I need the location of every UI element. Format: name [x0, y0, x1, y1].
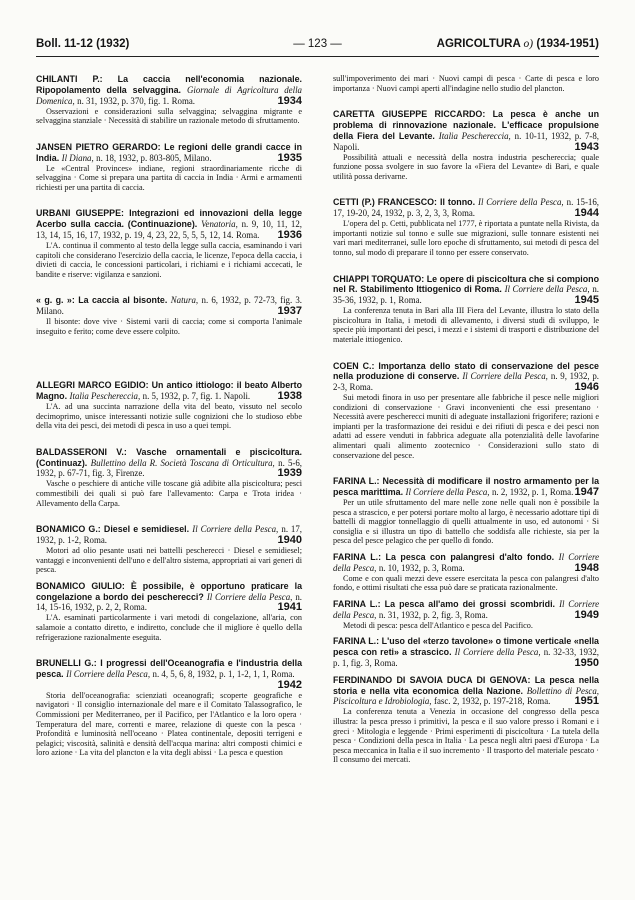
entry-title: La caccia al bisonte. — [78, 295, 168, 306]
bulletin-reference: Boll. 11-12 (1932) — [36, 38, 130, 50]
entry-1941 — [36, 581, 302, 642]
entry-number: 1948 — [574, 561, 599, 574]
entry-abstract: L'opera del p. Cetti, pubblicata nel 1777, è riportata a puntate nella Rivista, da importanti notizie sul tonno e sulle sue migrazioni, sulle tonnare esistenti nei vari mari mediterranei, sulle loro epoche di sfruttamento, sui metodi di pesca del tonno, sul modo di preparare il tonno per essere conservato. — [333, 219, 599, 257]
entry-place: Roma. — [123, 602, 147, 613]
entry-number: 1947 — [574, 486, 599, 499]
entry-number: 1946 — [574, 381, 599, 394]
entry-number: 1944 — [574, 207, 599, 220]
entry-author: CHILANTI P.: — [36, 74, 103, 84]
entry-citation — [333, 599, 599, 621]
entry-citation — [36, 658, 303, 691]
entry-abstract: Come e con quali mezzi deve essere esercitata la pesca con palangresi d'alto fondo, e ottimi risultati che essa può dare se praticata razionalmente. — [333, 573, 599, 593]
entry-abstract: Sui metodi finora in uso per presentare alle fabbriche il pesce nelle migliori condizioni di conservazione · Gravi inconvenienti che essi presentano · Necessità avere pescherecci muniti di adeguate installazioni frigorifere; razioni e impianti per la trasformazione dei residui e dei rifiuti di pesca e dei pesci non adatti ad essere venduti in fabbrica adeguate alla potenzialità delle lavofarine alimentari quali alimento zootecnico · Considerazioni sullo stato di conservazione del pesce. — [333, 393, 599, 460]
entry-details: n. 17, 1932, p. 1-2, — [36, 524, 303, 546]
entry-source: Il Corriere della Pesca, — [504, 284, 590, 295]
entry-abstract: Metodi di pesca: pesca dell'Atlantico e pesca del Pacifico. — [343, 620, 533, 630]
entry-details: fasc. 2, 1932, p. 197-218, — [434, 696, 525, 707]
entry-place: Roma. — [451, 208, 476, 219]
entry-title: Integrazioni ed innovazioni della legge Acerbo sulla caccia. (Continuazione). — [36, 208, 303, 230]
entry-source: Bollettino di Pesca, Piscicoltura e Idrobiologia, — [333, 685, 599, 707]
entry-abstract: L'A. ad una succinta narrazione della vita del beato, vissuto nel secolo decimoprimo, unisce interessanti notizie sulle cognizioni che lo studioso ebbe della vita dei pesci, dei metodi di pesca in uso a quei tempi. — [36, 402, 302, 431]
entry-number: 1935 — [277, 151, 302, 164]
entry-place: Roma. — [271, 669, 295, 680]
entry-1947 — [333, 476, 599, 546]
entry-author: CARETTA GIUSEPPE RICCARDO: — [333, 109, 486, 120]
entry-title: Vasche ornamentali e piscicoltura. (Continuaz). — [36, 446, 303, 468]
entry-1949 — [333, 599, 599, 630]
entry-number: 1938 — [277, 390, 302, 403]
entry-abstract: Motori ad olio pesante usati nei battelli pescherecci · Diesel e semidiesel; vantaggi e inconvenienti dell'uno e dell'altro sistema, appropriati ai vari generi di pesca. — [36, 546, 302, 575]
entry-place: Roma. — [526, 696, 551, 707]
entry-abstract: L'A. continua il commento al testo della legge sulla caccia, esaminando i vari capitoli che considerano l'esercizio della caccia, le licenze, l'epoca della caccia, i divieti di caccia, le concessioni particolari, i richiami e i richiami accecati, le bandite e riserve: vigilanza e sanzioni. — [36, 240, 302, 279]
entry-author: « g. g. »: — [36, 295, 75, 306]
entry-source: Il Corriere della Pesca, — [333, 599, 600, 620]
entry-abstract: Per un utile sfruttamento del mare nelle zone nelle quali non è possibile la pesca a strascico, e per potersi portare molto al largo, è necessario adottare tipi di battelli di maggior tonnellaggio di quelli attualmente in uso, ed autonomi · Si consiglia e si illustra un tipo di battello che soddisfa alle richieste, sia per la pesca del pesce pelagico che per quello di fondo. — [333, 498, 599, 546]
entry-1948 — [333, 552, 599, 593]
entry-author: FARINA L.: — [333, 599, 381, 609]
entry-place: Roma. — [235, 229, 260, 240]
left-column — [36, 74, 302, 764]
entry-details: n. 31, 1932, p. 370, fig. 1. — [77, 95, 170, 106]
section-years: (1934-1951) — [536, 38, 599, 50]
entry-source: Il Diana, — [61, 152, 94, 163]
entry-abstract: Osservazioni e considerazioni sulla selvaggina; selvaggina migrante e selvaggina stanziale · Necessità di stabilire un razionale metodo di sfruttamento. — [36, 106, 302, 126]
entry-citation — [36, 581, 302, 613]
entry-title: La pesca con palangresi d'alto fondo. — [385, 552, 555, 563]
entry-details: n. 18, 1932, p. 803-805, — [96, 152, 182, 163]
entry-author: FERDINANDO DI SAVOIA DUCA DI GENOVA: — [333, 674, 531, 685]
entry-abstract: La conferenza tenuta a Venezia in occasione del congresso della pesca illustra: la pesca presso i primitivi, la pesca e il suo valore presso i Romani e i greci · Mitologia e leggende · Primi esperimenti di piscicoltura · La tutela della pesca · Condizioni della pesca in Italia · La pesca negli altri paesi d'Europa · La pesca meccanica in Italia e il suo incremento · Il trasporto del materiale pescato · Il consumo dei mercati. — [333, 707, 599, 765]
entry-abstract: Storia dell'oceanografia: scienziati oceanografi; scoperte geografiche e navigatori · Il consiglio internazionale del mare e il Comitato Talassografico, le Commissioni per Mediterraneo, per il Pacifico, per l'Atlantico e la loro opera · Temperatura del mare, correnti e maree, relazione di queste con la pesca · Profondità e luminosità nell'oceano · Platea continentale, depositi terrigeni e pelagici; viscosità, salinità e densità dell'acqua marina: altri composti chimici e loro azione · La vita del plancton e la vita degli abissi · La pesca e question — [36, 690, 302, 758]
entry-1946 — [333, 361, 599, 461]
entry-place: Firenze. — [115, 468, 145, 479]
entry-1945 — [333, 274, 599, 345]
entry-abstract: La conferenza tenuta in Bari alla III Fiera del Levante, illustra lo stato della piscicoltura in Italia, i metodi di allevamento, i diversi studi di sviluppo, le specie più importanti dei pesci, i mezzi e i sistemi di trasporti e distribuzione del materiale ittiogenico. — [333, 306, 599, 344]
entry-1938 — [36, 380, 302, 431]
entry-source: Il Corriere della Pesca, — [478, 197, 564, 208]
entry-title: Le regioni delle grandi cacce in India. — [36, 141, 303, 163]
entry-1943 — [333, 109, 599, 181]
entry-source: Il Corriere della Pesca, — [206, 591, 293, 602]
entry-1935 — [36, 142, 302, 193]
entry-title: Il tonno. — [439, 197, 476, 208]
entry-number: 1945 — [574, 294, 599, 307]
section-sub: o) — [523, 38, 534, 50]
entry-details: n. 4, 5, 6, 8, 1932, p. 1, 1-2, 1, 1, — [152, 669, 269, 680]
entry-author: FARINA L.: — [333, 552, 382, 563]
entry-number: 1941 — [277, 601, 302, 614]
entry-place: Milano. — [36, 306, 64, 317]
entry-place: Roma. — [83, 535, 108, 546]
entry-place: Roma. — [464, 609, 488, 620]
entry-place: Roma. — [549, 487, 574, 498]
entry-title: La pesca all'amo dei grossi scombridi. — [384, 599, 555, 609]
entry-number: 1936 — [277, 228, 302, 241]
entry-details: n. 6, 1932, p. 72-73, fig. 3. — [201, 295, 303, 306]
entry-details: n. 35-36, 1932, p. 1, — [333, 284, 599, 306]
entry-author: URBANI GIUSEPPE: — [36, 208, 124, 219]
entry-place: Roma. — [398, 295, 422, 306]
entry-1940 — [36, 524, 302, 575]
entry-citation — [36, 74, 302, 106]
entry-source: Il Corriere della Pesca, — [454, 647, 541, 658]
entry-details: n. 32-33, 1932, p. 1, fig. 3, — [333, 647, 600, 668]
entry-title: La caccia nell'economia nazionale. Ripopolamento della selvaggina. — [36, 74, 302, 95]
entry-place: Napoli. — [223, 391, 251, 402]
entry-place: Roma. — [171, 95, 196, 106]
page-number: — 123 — — [293, 38, 342, 50]
entry-details: n. 10, 1932, p. 3, — [378, 562, 439, 573]
entry-title: Le opere di piscicoltura che si compiono nel R. Stabilimento Ittiogenico di Roma. — [333, 273, 600, 295]
entry-1942-continuation — [333, 74, 599, 93]
entry-details: n. 10-11, 1932, p. 7-8, — [514, 130, 600, 141]
entry-abstract: Vasche o peschiere di antiche ville toscane già adibite alla piscicoltura; pesci commestibili dei quali si può fare l'allevamento: Carpa e Trota iridea · Allevamento della Carpa. — [36, 479, 302, 508]
entry-title: La pesca è anche un problema di rinnovazione nazionale. L'efficace propulsione della Fiera del Levante. — [333, 109, 599, 141]
entry-title: Importanza dello stato di conservazione del pesce nella produzione di conserve. — [333, 360, 599, 382]
entry-author: JANSEN PIETRO GERARDO: — [36, 141, 161, 152]
entry-1934 — [36, 74, 302, 126]
entry-place: Roma. — [349, 382, 373, 393]
entry-details: n. 5, 1932, p. 7, fig. 1. — [142, 391, 222, 402]
entry-title: Necessità di modificare il nostro armamento per la pesca marittima. — [333, 476, 600, 498]
entry-author: CETTI (P.) FRANCESCO: — [333, 197, 437, 208]
entry-author: FARINA L.: — [333, 476, 380, 487]
entry-number: 1939 — [277, 467, 302, 480]
entry-title: È possibile, è opportuno praticare la congelazione a bordo dei pescherecci? — [36, 580, 303, 602]
entry-author: BONAMICO GIULIO: — [36, 580, 125, 591]
entry-source: Giornale di Agricoltura della Domenica, — [36, 84, 302, 106]
entry-number: 1949 — [574, 608, 599, 621]
header-rule — [36, 56, 599, 57]
entry-title: La pesca nella storia e nella vita economica della Nazione. — [333, 674, 599, 696]
entry-author: BALDASSERONI V.: — [36, 446, 127, 457]
entry-number: 1942 — [277, 678, 302, 691]
entry-1944 — [333, 197, 599, 257]
entry-1937 — [36, 295, 302, 336]
entry-citation — [333, 636, 599, 668]
entry-citation — [36, 380, 302, 402]
entry-details: n. 14, 15-16, 1932, p. 2, 2, — [36, 591, 303, 613]
entry-abstract-continuation: sull'impoverimento dei mari · Nuovi campi di pesca · Carte di pesca e loro importanza · Nuovi campi aperti all'indagine nello studio del plancton. — [333, 74, 599, 93]
entry-citation — [333, 675, 599, 707]
entry-number: 1940 — [277, 534, 302, 547]
entry-place: Roma. — [441, 562, 465, 573]
entry-author: CHIAPPI TORQUATO: — [333, 273, 425, 284]
entry-number: 1951 — [574, 695, 599, 708]
section-name: AGRICOLTURA — [436, 38, 521, 50]
entry-1950 — [333, 636, 599, 668]
entry-source: Italia Peschereccia, — [69, 391, 141, 402]
entry-source: Il Corriere della Pesca, — [405, 487, 490, 498]
entry-abstract: L'A. esaminati particolarmente i vari metodi di congelazione, all'aria, con salamoie a contatto diretto, e indiretto, conclude che il migliore è quello della refrigerazione razionalmente eseguita. — [36, 613, 302, 642]
entry-abstract: Il bisonte: dove vive · Sistemi varii di caccia; come si comporta l'animale inseguito e ferito; come deve essere colpito. — [36, 317, 302, 336]
entry-place: Napoli. — [333, 141, 360, 152]
entry-author: COEN C.: — [333, 360, 375, 371]
entry-place: Milano. — [183, 152, 212, 163]
entry-number: 1934 — [277, 94, 302, 107]
entry-details: n. 9, 10, 11, 12, 13, 14, 15, 16, 17, 1932, p. 19, 4, 23, 22, 5, 5, 5, 12, 14. — [36, 219, 303, 240]
entry-author: ALLEGRI MARCO EGIDIO: — [36, 380, 149, 391]
entry-details: n. 31, 1932, p. 2, fig. 3, — [378, 609, 462, 620]
entry-details: n. 5-6, 1932, p. 67-71, fig. 3, — [36, 457, 303, 479]
entry-title: L'uso del «terzo tavolone» o timone verticale «nella pesca con reti» a strascico. — [333, 636, 599, 658]
entry-author: BONAMICO G.: — [36, 524, 101, 535]
entry-source: Il Corriere della Pesca, — [66, 669, 151, 680]
entry-citation — [333, 274, 599, 306]
entry-citation — [36, 524, 302, 546]
entry-title: Un antico ittiologo: il beato Alberto Magno. — [36, 380, 302, 402]
entry-citation — [333, 552, 599, 574]
entry-title: Diesel e semidiesel. — [103, 524, 190, 535]
entry-author: FARINA L.: — [333, 636, 380, 647]
entry-citation — [36, 208, 302, 240]
entry-citation — [36, 142, 302, 164]
entry-source: Bullettino della R. Società Toscana di Orticultura, — [90, 457, 275, 468]
entry-number: 1943 — [574, 140, 599, 153]
entry-1942 — [36, 658, 302, 758]
entry-source: Il Corriere della Pesca, — [192, 524, 279, 535]
entry-number: 1937 — [277, 305, 302, 318]
entry-title: I progressi dell'Oceanografia e l'industria della pesca. — [36, 658, 303, 680]
entry-details: n. 9, 1932, p. 2-3, — [333, 371, 600, 393]
entry-citation — [36, 447, 302, 479]
entry-citation — [333, 109, 599, 152]
entry-abstract: Le «Central Provinces» indiane, regioni straordinariamente ricche di selvaggina · Come si prepara una partita di caccia in India · Armi e armamenti richiesti per una partita di caccia. — [36, 163, 302, 192]
entry-author: BRUNELLI G.: — [36, 658, 97, 669]
entry-source: Il Corriere della Pesca, — [333, 552, 600, 573]
entry-details: n. 15-16, 17, 19-20, 24, 1932, p. 3, 2, 3, 3, — [333, 197, 599, 219]
entry-citation — [333, 197, 599, 219]
entry-source: Il Corriere della Pesca, — [462, 371, 548, 382]
entry-source: Venatoria, — [201, 219, 238, 230]
entry-source: Italia Peschereccia, — [438, 130, 511, 141]
entry-abstract: Possibilità attuali e necessità della nostra industria peschereccia; quale funzione possa svolgere in suo favore la «Fiera del Levante» di Bari, e quale utilità possa derivarne. — [333, 152, 599, 181]
entry-1939 — [36, 447, 302, 508]
entry-place: Roma. — [374, 657, 398, 668]
running-header — [36, 38, 599, 56]
entry-citation — [333, 361, 599, 393]
right-column — [333, 74, 599, 771]
entry-details: n. 2, 1932, p. 1, — [491, 487, 548, 498]
entry-citation — [36, 295, 302, 317]
entry-1936 — [36, 208, 302, 279]
entry-citation — [333, 476, 599, 498]
section-title — [437, 38, 599, 50]
entry-source: Natura, — [170, 295, 199, 306]
entry-number: 1950 — [574, 656, 599, 669]
entry-1951 — [333, 675, 599, 765]
